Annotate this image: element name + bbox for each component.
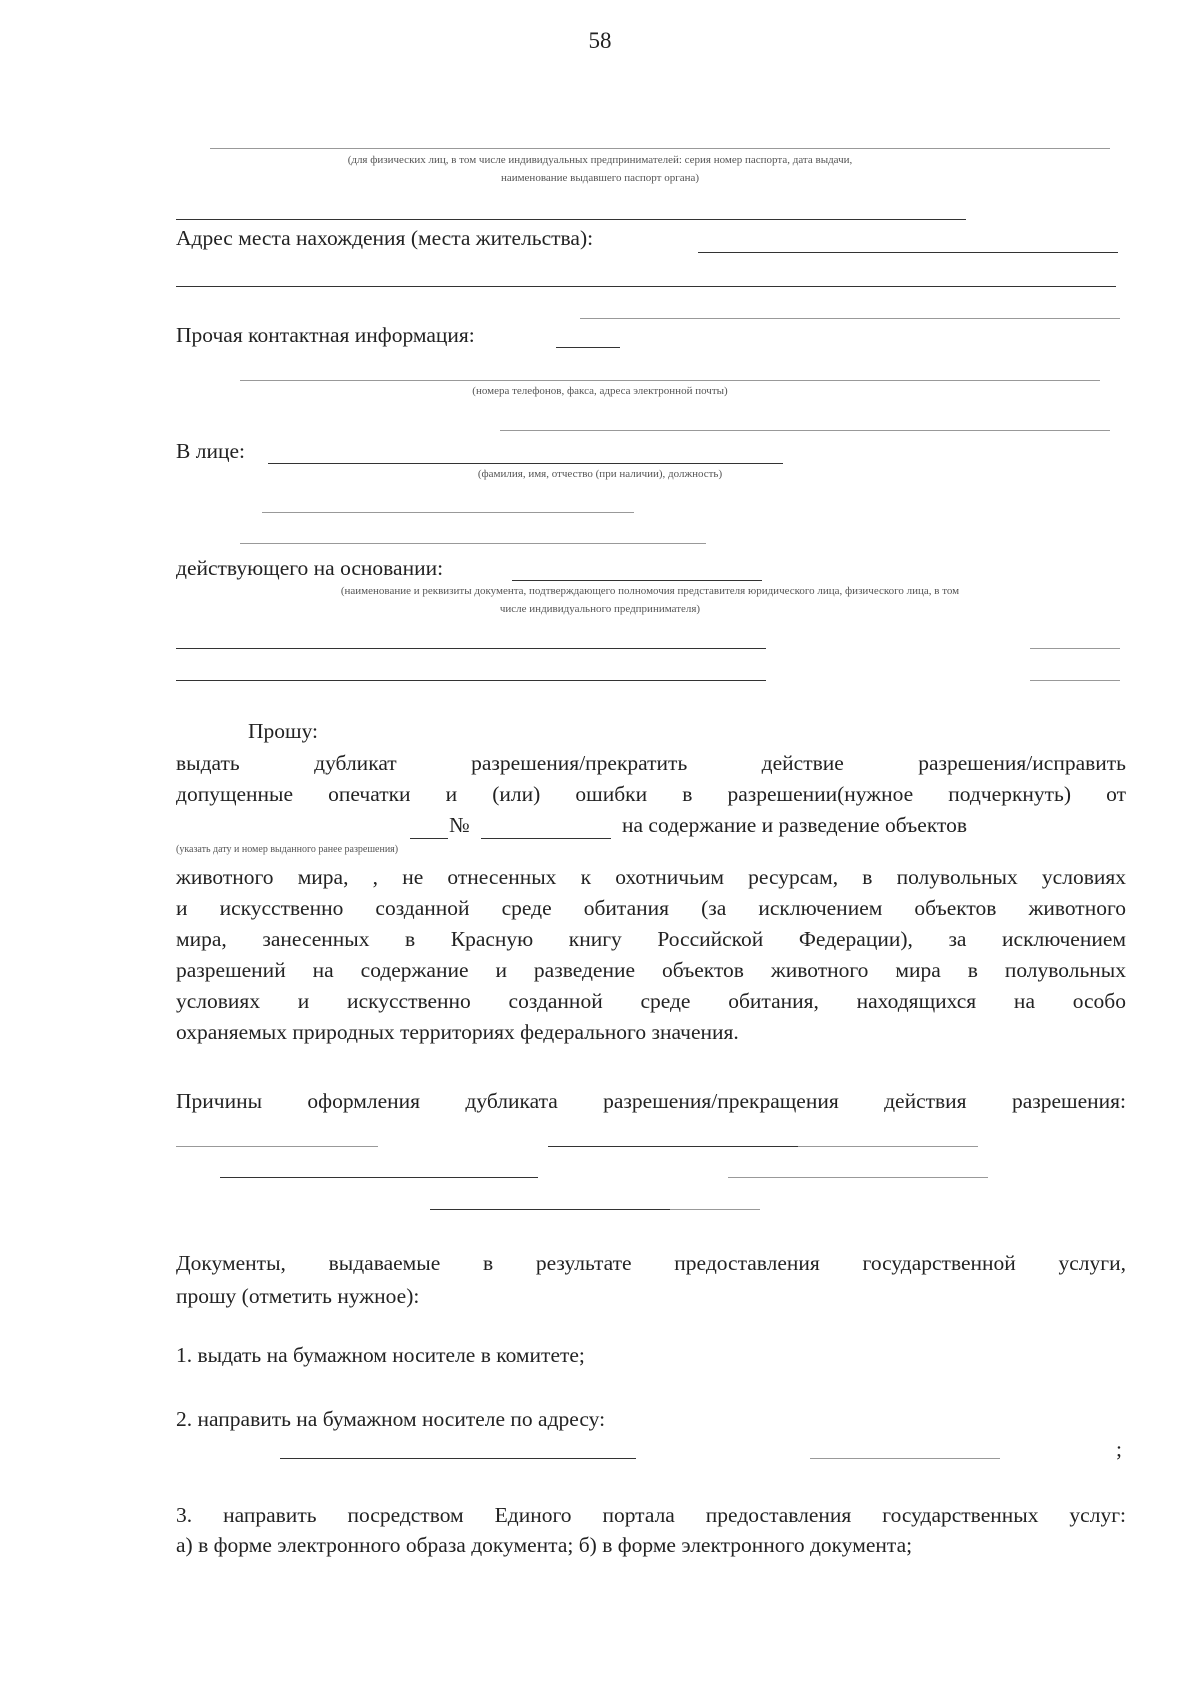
basis-label: действующего на основании: (176, 556, 444, 580)
person-label: В лице: (176, 439, 245, 463)
reasons-line-1a[interactable] (176, 1146, 378, 1147)
address-line-2[interactable] (176, 286, 1116, 287)
passport-caption-2: наименование выдавшего паспорт органа) (500, 172, 700, 184)
request-body (176, 862, 1126, 1048)
basis-line-3[interactable] (176, 680, 766, 681)
request-body-line: и искусственно созданной среде обитания (за исключением объектов животного (176, 896, 1126, 920)
basis-caption-2: числе индивидуального предпринимателя) (499, 603, 701, 615)
passport-line (210, 148, 1110, 149)
reasons-line-2b[interactable] (728, 1177, 988, 1178)
contact-field-line[interactable] (556, 347, 620, 348)
person-field-line[interactable] (268, 463, 783, 464)
number-sign: № (449, 813, 470, 837)
person-line-3[interactable] (240, 543, 706, 544)
passport-caption: (для физических лиц, в том числе индивидуальных предпринимателей: серия номер паспорта, дата выдачи, (347, 154, 853, 166)
reasons-line-1b[interactable] (548, 1146, 798, 1147)
option-3-line-1[interactable]: 3. направить посредством Единого портала предоставления государственных услуг: (176, 1503, 1126, 1527)
option-2-address-line[interactable] (280, 1458, 636, 1459)
request-body-line: разрешений на содержание и разведение объектов животного мира в полувольных (176, 958, 1126, 982)
request-number-line[interactable] (481, 838, 611, 839)
request-line-2: допущенные опечатки и (или) ошибки в разрешении(нужное подчеркнуть) от (176, 782, 1126, 806)
request-line-1: выдать дубликат разрешения/прекратить действие разрешения/исправить (176, 751, 1126, 775)
request-heading: Прошу: (248, 719, 319, 743)
request-date-line[interactable] (410, 838, 448, 839)
reasons-line-3[interactable] (430, 1209, 670, 1210)
basis-line-2[interactable] (176, 648, 766, 649)
request-body-line: животного мира, , не отнесенных к охотничьим ресурсам, в полувольных условиях (176, 865, 1126, 889)
request-body-line: условиях и искусственно созданной среде обитания, находящихся на особо (176, 989, 1126, 1013)
basis-field-line[interactable] (512, 580, 762, 581)
basis-line-3-end (1030, 680, 1120, 681)
request-body-line: мира, занесенных в Красную книгу Российской Федерации), за исключением (176, 927, 1126, 951)
request-line-3-tail: на содержание и разведение объектов (622, 813, 968, 837)
documents-line-2: прошу (отметить нужное): (176, 1284, 420, 1308)
documents-line-1: Документы, выдаваемые в результате предоставления государственной услуги, (176, 1251, 1126, 1275)
address-field-line[interactable] (698, 252, 1118, 253)
reasons-label: Причины оформления дубликата разрешения/прекращения действия разрешения: (176, 1089, 1126, 1113)
address-line-3[interactable] (580, 318, 1120, 319)
page-number: 58 (588, 28, 612, 53)
option-2-end: ; (1116, 1437, 1122, 1461)
option-1[interactable]: 1. выдать на бумажном носителе в комитете; (176, 1343, 585, 1367)
date-caption: (указать дату и номер выданного ранее разрешения) (176, 844, 399, 855)
reasons-line-2a[interactable] (220, 1177, 538, 1178)
contact-caption: (номера телефонов, факса, адреса электронной почты) (472, 385, 728, 397)
contact-line-3[interactable] (500, 430, 1110, 431)
person-line-2[interactable] (262, 512, 634, 513)
address-label: Адрес места нахождения (места жительства): (176, 226, 594, 250)
passport-line-2 (176, 219, 966, 220)
person-caption: (фамилия, имя, отчество (при наличии), должность) (477, 468, 723, 480)
basis-line-2-end (1030, 648, 1120, 649)
option-2-address-line-end[interactable] (810, 1458, 1000, 1459)
contact-label: Прочая контактная информация: (176, 323, 475, 347)
contact-line-2[interactable] (240, 380, 1100, 381)
basis-caption: (наименование и реквизиты документа, подтверждающего полномочия представителя юридического лица, физического лица, в том (340, 585, 960, 597)
reasons-line-3b[interactable] (670, 1209, 760, 1210)
request-body-line: охраняемых природных территориях федерального значения. (176, 1020, 739, 1044)
option-2[interactable]: 2. направить на бумажном носителе по адресу: (176, 1407, 606, 1431)
option-3-line-2[interactable]: а) в форме электронного образа документа; б) в форме электронного документа; (176, 1533, 913, 1557)
reasons-line-1c[interactable] (798, 1146, 978, 1147)
